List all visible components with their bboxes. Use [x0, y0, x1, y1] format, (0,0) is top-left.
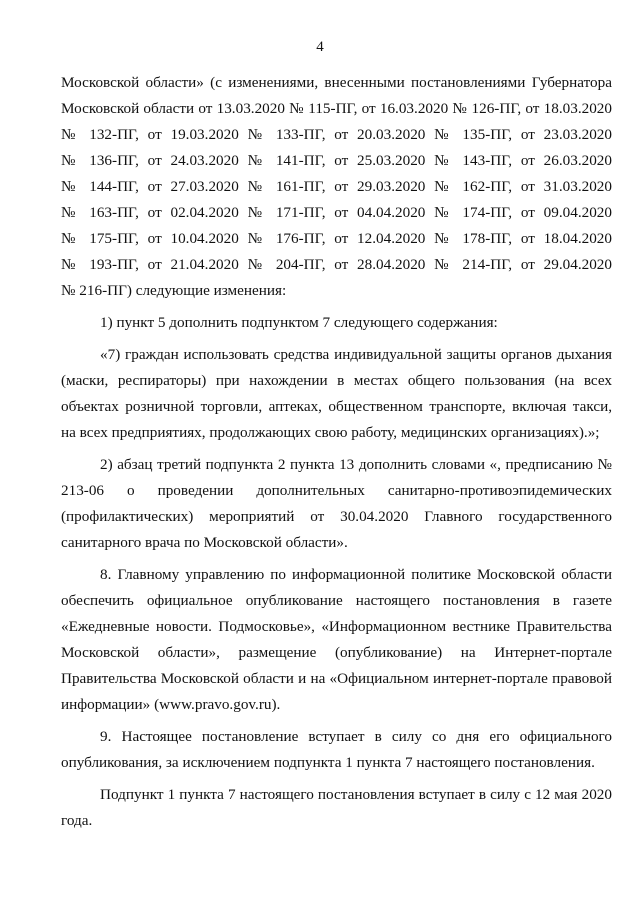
text-line: № 193-ПГ, от 21.04.2020 № 204-ПГ, от 28.04.2020 № 214-ПГ, от 29.04.2020 [61, 256, 612, 273]
text-line: Московской области» (с изменениями, внесенными постановлениями Губернатора [61, 74, 612, 91]
text-line: № 216-ПГ) следующие изменения: [61, 282, 287, 299]
text-line: № 144-ПГ, от 27.03.2020 № 161-ПГ, от 29.03.2020 № 162-ПГ, от 31.03.2020 [61, 178, 612, 195]
text-line: № 163-ПГ, от 02.04.2020 № 171-ПГ, от 04.04.2020 № 174-ПГ, от 09.04.2020 [61, 204, 612, 221]
paragraph-quote-7: «7) граждан использовать средства индивидуальной защиты органов дыхания (маски, респираторы) при нахождении в местах общего пользования (на всех объектах розничной торговли, аптеках, общественном транспорте, включая такси, на всех предприятиях, продолжающих свою работу, медицинских организациях).»; [61, 346, 612, 441]
paragraph-clause-9: 9. Настоящее постановление вступает в силу со дня его официального опубликования, за исключением подпункта 1 пункта 7 настоящего постановления. [61, 728, 612, 771]
text-line: № 132-ПГ, от 19.03.2020 № 133-ПГ, от 20.03.2020 № 135-ПГ, от 23.03.2020 [61, 126, 612, 143]
text-line: Московской области от 13.03.2020 № 115-ПГ, от 16.03.2020 № 126-ПГ, от 18.03.2020 [61, 100, 612, 117]
paragraph-clause-8: 8. Главному управлению по информационной политике Московской области обеспечить официальное опубликование настоящего постановления в газете «Ежедневные новости. Подмосковье», «Информационном вестнике Правительства Московской области», размещение (опубликование) на Интернет-портале Правительства Московской области и на «Официальном интернет-портале правовой информации» (www.pravo.gov.ru). [61, 566, 612, 713]
paragraph-effective-date: Подпункт 1 пункта 7 настоящего постановления вступает в силу с 12 мая 2020 года. [61, 786, 612, 829]
document-body [61, 70, 612, 834]
paragraph-item-2: 2) абзац третий подпункта 2 пункта 13 дополнить словами «, предписанию № 213-06 о проведении дополнительных санитарно-противоэпидемических (профилактических) мероприятий от 30.04.2020 Главного государственного санитарного врача по Московской области». [61, 456, 612, 551]
paragraph-amendments-intro [61, 70, 612, 304]
text-line: № 136-ПГ, от 24.03.2020 № 141-ПГ, от 25.03.2020 № 143-ПГ, от 26.03.2020 [61, 152, 612, 169]
page-number: 4 [316, 39, 324, 55]
paragraph-item-1: 1) пункт 5 дополнить подпунктом 7 следующего содержания: [100, 314, 498, 331]
text-line: № 175-ПГ, от 10.04.2020 № 176-ПГ, от 12.04.2020 № 178-ПГ, от 18.04.2020 [61, 230, 612, 247]
